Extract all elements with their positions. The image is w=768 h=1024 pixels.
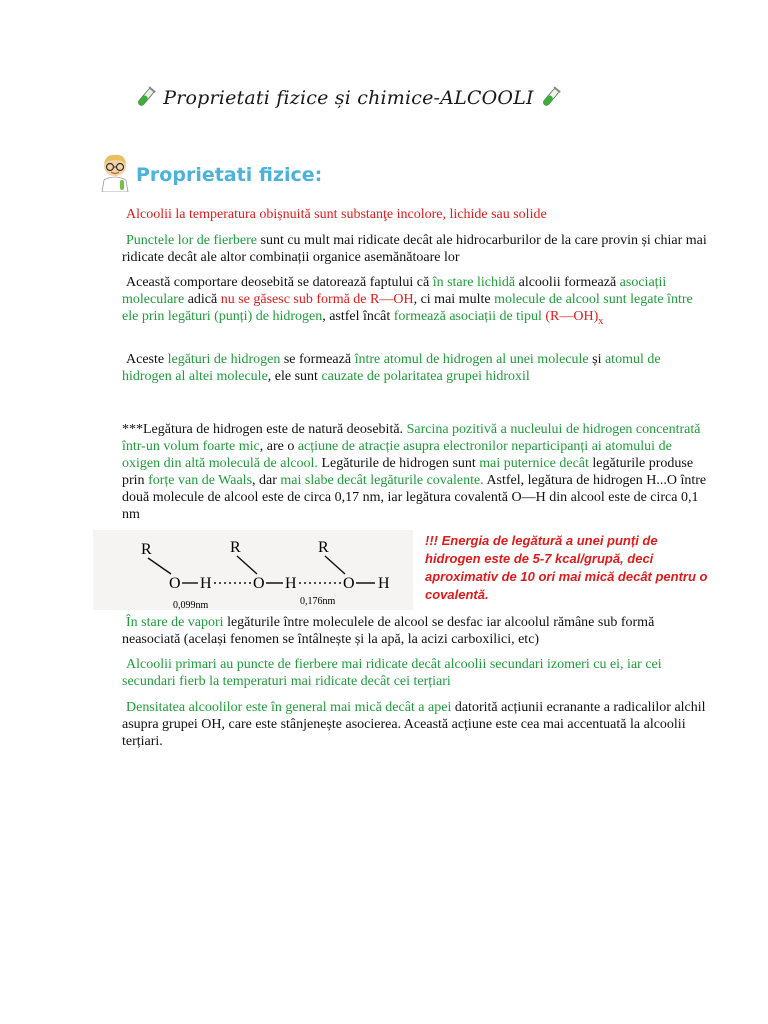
scientist-icon [98,152,132,192]
paragraph-8: Densitatea alcoolilor este în general mai mică decât a apei datorită acțiunii ecranante a radicalilor alchil asupra grupei OH, care este stânjenește asocierea. Această acțiune este cea mai accentuată la alcoolii terțiari. [122,700,706,749]
atom-h: H [285,575,297,592]
atom-h: H [378,575,390,592]
section-heading [98,152,322,192]
paragraph-6: În stare de vapori legăturile între moleculele de alcool se desfac iar alcoolul rămâne sub formă neasociată (același fenomen se întâlnește și la apă, la acizi carboxilici, etc) [122,615,655,647]
test-tube-icon [135,86,157,108]
atom-o: O [169,575,181,592]
paragraph-1: Alcoolii la temperatura obișnuită sunt substanţe incolore, lichide sau solide [126,207,547,222]
paragraph-4: Aceste legături de hidrogen se formează între atomul de hidrogen al unei molecule și atomul de hidrogen al altei molecule, ele sunt cauzate de polaritatea grupei hidroxil [122,352,661,384]
atom-r: R [230,539,241,556]
energy-note: !!! Energia de legătură a unei punți de hidrogen este de 5-7 kcal/grupă, deci aproximativ de 10 ori mai mică decât pentru o covalentă. [425,533,708,602]
page-title [135,86,562,109]
paragraph-2: Punctele lor de fierbere sunt cu mult mai ridicate decât ale hidrocarburilor de la care provin și chiar mai ridicate decât ale altor combinații organice asemănătoare lor [122,233,707,265]
atom-h: H [200,575,212,592]
paragraph-7: Alcoolii primari au puncte de fierbere mai ridicate decât alcoolii secundari izomeri cu ei, iar cei secundari fierb la temperaturi mai ridicate decât cei terțiari [122,657,662,689]
hydrogen-bond-figure [93,530,413,610]
hydrogen-bond-diagram [93,530,413,610]
atom-o: O [253,575,265,592]
section-heading-text: Proprietati fizice: [136,164,323,186]
paragraph-5: ***Legătura de hidrogen este de natură deosebită. Sarcina pozitivă a nucleului de hidrogen concentrată într-un volum foarte mic, are o acțiune de atracție asupra electronilor neparticipanți ai atomului de oxigen din altă moleculă de alcool. Legăturile de hidrogen sunt mai puternice decât legăturile produse prin forțe van de Waals, dar mai slabe decât legăturile covalente. Astfel, legătura de hidrogen H...O între două molecule de alcool este de circa 0,17 nm, iar legătura covalentă O—H din alcool este de circa 0,1 nm [122,422,707,522]
atom-r: R [141,541,152,558]
distance-label: 0,176nm [300,596,336,607]
atom-r: R [318,539,329,556]
test-tube-icon [540,86,562,108]
distance-label: 0,099nm [173,600,209,610]
paragraph-3: Această comportare deosebită se datorează faptului că în stare lichidă alcoolii formează asociații moleculare adică nu se găsesc sub formă de R—OH, ci mai multe molecule de alcool sunt legate între ele prin legături (punți) de hidrogen, astfel încât formează asociații de tipul $(R—OH)_x$ [122,275,693,327]
atom-o: O [343,575,355,592]
title-text: Proprietati fizice și chimice-ALCOOLI [163,87,534,109]
